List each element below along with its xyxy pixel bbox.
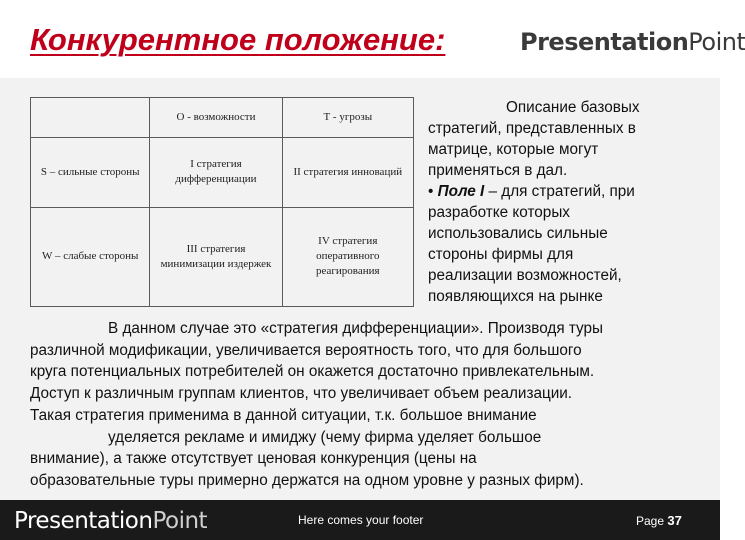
body-line: Доступ к различным группам клиентов, что увеличивает объем реализации. (30, 385, 573, 403)
slide-footer (0, 500, 720, 540)
description-line: появляющихся на рынке (428, 288, 603, 305)
matrix-cell: II стратегия инноваций (282, 137, 413, 207)
description-line: Описание базовых (506, 99, 640, 116)
page-number: Page 37 (636, 513, 682, 528)
matrix-corner-cell (31, 98, 150, 138)
matrix-header-opportunities: О - возможности (150, 98, 282, 138)
body-line: уделяется рекламе и имиджу (чему фирма уделяет большое (108, 428, 542, 446)
description-line: стратегий, представленных в (428, 120, 636, 137)
body-line: Такая стратегия применима в данной ситуации, т.к. большое внимание (30, 406, 537, 424)
body-line: круга потенциальных потребителей он окажется достаточно привлекательным. (30, 363, 595, 381)
matrix-header-threats: Т - угрозы (282, 98, 413, 138)
description-line: реализации возможностей, (428, 267, 622, 284)
description-line: использовались сильные (428, 225, 608, 242)
footer-text: Here comes your footer (298, 513, 424, 527)
body-line: В данном случае это «стратегия дифференциации». Производя туры (108, 320, 604, 337)
matrix-cell: I стратегия дифференциации (150, 137, 282, 207)
footer-logo: PresentationPoint (14, 508, 208, 534)
body-line: образовательные туры примерно держатся на одном уровне у разных фирм). (30, 471, 584, 489)
description-line-bullet: • Поле I – для стратегий, при (428, 183, 635, 200)
strategy-matrix (30, 97, 414, 307)
body-line: различной модификации, увеличивается вероятность того, что для большого (30, 341, 582, 359)
slide-header (0, 0, 745, 78)
body-paragraph (30, 318, 710, 492)
slide-title: Конкурентное положение: (30, 22, 446, 57)
matrix-cell: IV стратегия оперативного реагирования (282, 207, 413, 307)
description-line: стороны фирмы для (428, 246, 574, 263)
matrix-row-strengths (31, 137, 414, 207)
body-line: внимание), а также отсутствует ценовая конкуренция (цены на (30, 450, 477, 468)
presentationpoint-logo: PresentationPoint (520, 28, 745, 56)
description-line: применяться в дал. (428, 162, 568, 179)
bullet-emphasis: Поле I (437, 183, 485, 200)
description-line: матрице, которые могут (428, 141, 599, 158)
matrix-cell: III стратегия минимизации издержек (150, 207, 282, 307)
description-line: разработке которых (428, 204, 570, 221)
matrix-row-weaknesses (31, 207, 414, 307)
matrix-row-label: W – слабые стороны (31, 207, 150, 307)
matrix-row-label: S – сильные стороны (31, 137, 150, 207)
matrix-header-row (31, 98, 414, 138)
strategy-description (428, 97, 708, 307)
